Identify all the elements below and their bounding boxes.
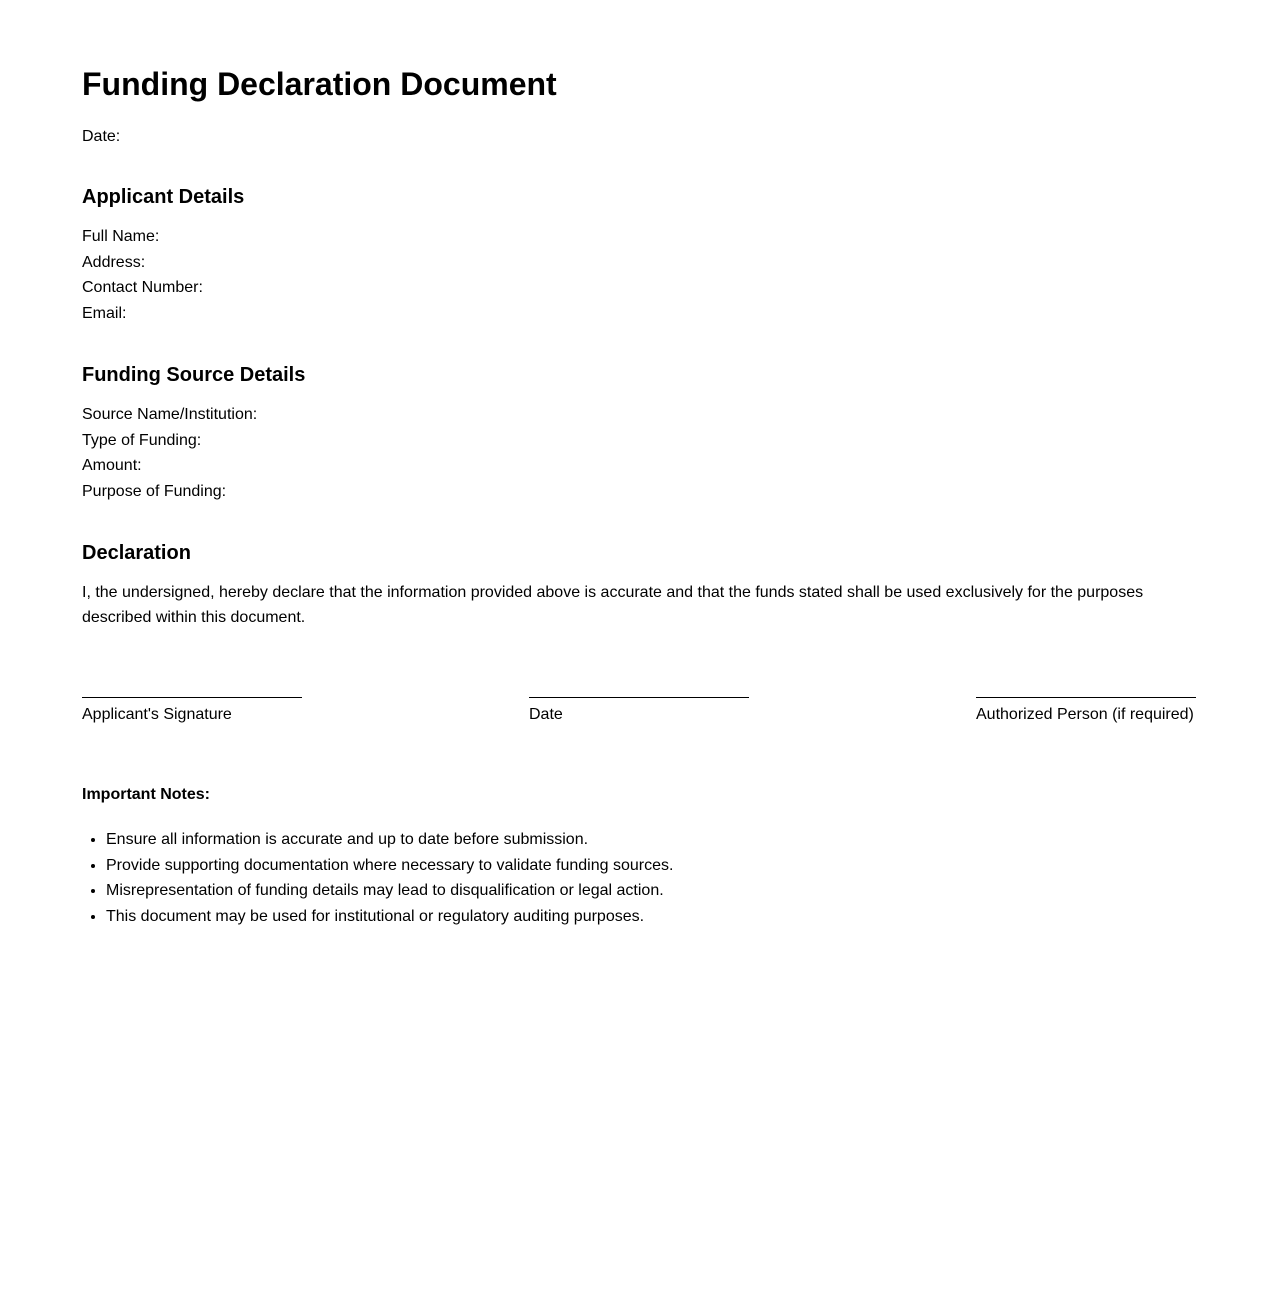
applicant-signature-label: Applicant's Signature bbox=[82, 706, 232, 723]
list-item: • Provide supporting documentation where necessary to validate funding sources. bbox=[106, 853, 1196, 879]
list-item: • This document may be used for institutional or regulatory auditing purposes. bbox=[106, 904, 1196, 930]
full-name-label: Full Name: bbox=[82, 228, 160, 245]
authorized-person-block bbox=[976, 697, 1196, 725]
funding-source-section bbox=[82, 362, 1196, 504]
applicant-details-section bbox=[82, 184, 1196, 326]
declaration-section bbox=[82, 540, 1196, 630]
funding-field-list bbox=[82, 402, 1196, 504]
important-notes-section bbox=[82, 785, 1196, 929]
list-item: • Ensure all information is accurate and up to date before submission. bbox=[106, 827, 1196, 853]
applicant-details-heading: Applicant Details bbox=[82, 186, 245, 208]
document-title: Funding Declaration Document bbox=[82, 66, 557, 102]
authorized-person-label: Authorized Person (if required) bbox=[976, 706, 1194, 723]
contact-number-label: Contact Number: bbox=[82, 279, 203, 296]
important-notes-heading: Important Notes: bbox=[82, 786, 210, 803]
funding-type-label: Type of Funding: bbox=[82, 431, 202, 449]
date-label: Date: bbox=[82, 128, 121, 145]
email-label: Email: bbox=[82, 304, 127, 322]
signature-row bbox=[82, 697, 1196, 725]
applicant-signature-line bbox=[82, 697, 302, 698]
amount-label: Amount: bbox=[82, 457, 142, 474]
list-item: • Misrepresentation of funding details may lead to disqualification or legal action. bbox=[106, 878, 1196, 904]
applicant-field-list bbox=[82, 224, 1196, 326]
source-name-label: Source Name/Institution: bbox=[82, 406, 258, 423]
funding-source-heading: Funding Source Details bbox=[82, 364, 306, 386]
date-signature-block bbox=[529, 697, 749, 725]
important-notes-list bbox=[82, 827, 1196, 929]
funding-purpose-label: Purpose of Funding: bbox=[82, 482, 227, 500]
authorized-person-line bbox=[976, 697, 1196, 698]
date-signature-line bbox=[529, 697, 749, 698]
address-label: Address: bbox=[82, 253, 146, 271]
declaration-heading: Declaration bbox=[82, 542, 191, 564]
applicant-signature-block bbox=[82, 697, 302, 725]
date-signature-label: Date bbox=[529, 706, 563, 723]
declaration-text: I, the undersigned, hereby declare that the information provided above is accurate and that the funds stated shall be used exclusively for the purposes described within this document. bbox=[82, 584, 1144, 626]
